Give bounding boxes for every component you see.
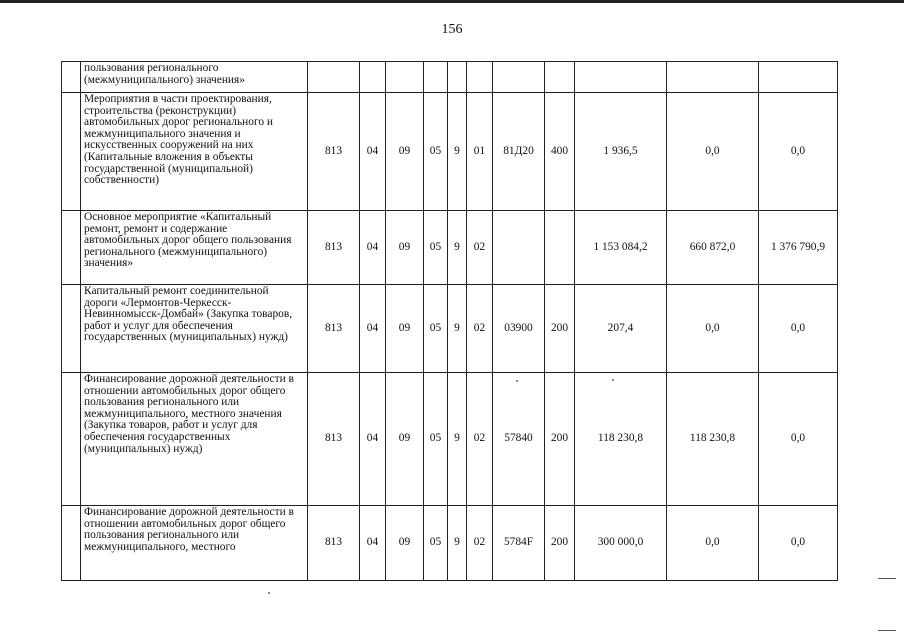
cell-c6: 02 xyxy=(467,285,493,373)
cell-v1 xyxy=(575,62,667,93)
cell-c2: 04 xyxy=(360,285,386,373)
cell-c1: 813 xyxy=(308,211,360,285)
cell-v1: 118 230,8 xyxy=(575,373,667,506)
table-row xyxy=(62,506,838,581)
cell-c4: 05 xyxy=(424,211,448,285)
cell-c6: 02 xyxy=(467,506,493,581)
index-cell xyxy=(62,373,81,506)
cell-v3: 0,0 xyxy=(759,285,838,373)
cell-v2: 0,0 xyxy=(667,506,759,581)
cell-c1: 813 xyxy=(308,285,360,373)
cell-v3: 1 376 790,9 xyxy=(759,211,838,285)
cell-c3: 09 xyxy=(386,211,424,285)
cell-c4: 05 xyxy=(424,285,448,373)
description-cell: пользования регионального (межмуниципального) значения» xyxy=(81,62,308,93)
cell-v1: 207,4 xyxy=(575,285,667,373)
page-number: 156 xyxy=(441,22,463,37)
cell-c8: 200 xyxy=(545,373,575,506)
cell-c4: 05 xyxy=(424,506,448,581)
cell-c5: 9 xyxy=(448,506,467,581)
description-cell: Капитальный ремонт соединительной дороги «Лермонтов-Черкесск-Невинномысск-Домбай» (Закупка товаров, работ и услуг для обеспечения государственных (муниципальных) нужд) xyxy=(81,285,308,373)
cell-v3 xyxy=(759,62,838,93)
cell-c4: 05 xyxy=(424,373,448,506)
table-row xyxy=(62,285,838,373)
cell-v3: 0,0 xyxy=(759,506,838,581)
cell-c8 xyxy=(545,211,575,285)
page-top-border xyxy=(0,0,904,3)
cell-v2 xyxy=(667,62,759,93)
cell-c1: 813 xyxy=(308,93,360,211)
cell-v1: 300 000,0 xyxy=(575,506,667,581)
cell-c5: 9 xyxy=(448,373,467,506)
index-cell xyxy=(62,62,81,93)
cell-c6: 02 xyxy=(467,373,493,506)
cell-c2 xyxy=(360,62,386,93)
cell-c8 xyxy=(545,62,575,93)
cell-c3: 09 xyxy=(386,373,424,506)
cell-c1: 813 xyxy=(308,373,360,506)
budget-table xyxy=(61,61,838,581)
cell-c5: 9 xyxy=(448,211,467,285)
table-row xyxy=(62,211,838,285)
description-cell: Мероприятия в части проектирования, строительства (реконструкции) автомобильных дорог регионального и межмуниципального значения и искусственных сооружений на них (Капитальные вложения в объекты государственной (муниципальной) собственности) xyxy=(81,93,308,211)
cell-c7: 03900 xyxy=(493,285,545,373)
cell-c3: 09 xyxy=(386,506,424,581)
cell-c4: 05 xyxy=(424,93,448,211)
cell-c8: 400 xyxy=(545,93,575,211)
table-row xyxy=(62,373,838,506)
cell-c6: 02 xyxy=(467,211,493,285)
scan-speck xyxy=(612,379,614,381)
cell-c1: 813 xyxy=(308,506,360,581)
cell-v2: 0,0 xyxy=(667,285,759,373)
cell-v2: 660 872,0 xyxy=(667,211,759,285)
cell-c7: 5784F xyxy=(493,506,545,581)
table-row xyxy=(62,93,838,211)
index-cell xyxy=(62,211,81,285)
cell-c7 xyxy=(493,62,545,93)
cell-c2: 04 xyxy=(360,93,386,211)
cell-c3 xyxy=(386,62,424,93)
cell-c2: 04 xyxy=(360,373,386,506)
cell-c2: 04 xyxy=(360,506,386,581)
cell-c7: 81Д20 xyxy=(493,93,545,211)
cell-v3: 0,0 xyxy=(759,373,838,506)
scan-speck xyxy=(516,380,518,382)
cell-c3: 09 xyxy=(386,285,424,373)
cell-c6 xyxy=(467,62,493,93)
cell-c7 xyxy=(493,211,545,285)
scan-speck xyxy=(268,592,270,594)
margin-mark xyxy=(878,630,896,631)
cell-v3: 0,0 xyxy=(759,93,838,211)
description-cell: Основное мероприятие «Капитальный ремонт, ремонт и содержание автомобильных дорог общего пользования регионального (межмуниципального) значения» xyxy=(81,211,308,285)
index-cell xyxy=(62,285,81,373)
cell-c2: 04 xyxy=(360,211,386,285)
index-cell xyxy=(62,506,81,581)
cell-c5: 9 xyxy=(448,285,467,373)
description-cell: Финансирование дорожной деятельности в отношении автомобильных дорог общего пользования регионального или межмуниципального, местного значения (Закупка товаров, работ и услуг для обеспечения государственных (муниципальных) нужд) xyxy=(81,373,308,506)
cell-c3: 09 xyxy=(386,93,424,211)
cell-c7: 57840 xyxy=(493,373,545,506)
cell-c6: 01 xyxy=(467,93,493,211)
cell-c5: 9 xyxy=(448,93,467,211)
margin-mark xyxy=(878,578,896,579)
cell-v2: 0,0 xyxy=(667,93,759,211)
cell-c4 xyxy=(424,62,448,93)
cell-c8: 200 xyxy=(545,285,575,373)
cell-v1: 1 936,5 xyxy=(575,93,667,211)
table-row xyxy=(62,62,838,93)
cell-v1: 1 153 084,2 xyxy=(575,211,667,285)
cell-c8: 200 xyxy=(545,506,575,581)
description-cell: Финансирование дорожной деятельности в отношении автомобильных дорог общего пользования регионального или межмуниципального, местного xyxy=(81,506,308,581)
index-cell xyxy=(62,93,81,211)
cell-c5 xyxy=(448,62,467,93)
cell-v2: 118 230,8 xyxy=(667,373,759,506)
cell-c1 xyxy=(308,62,360,93)
